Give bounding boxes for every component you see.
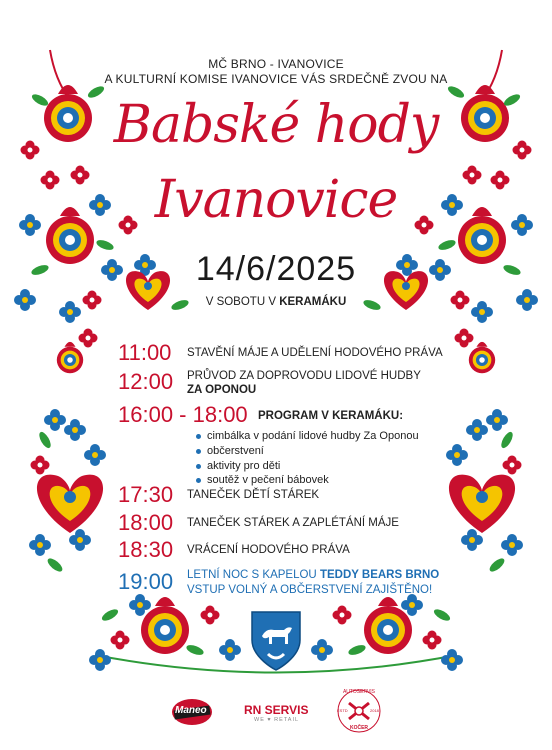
autoservis-est-label: ESTD — [337, 708, 348, 713]
maneo-label: Maneo — [175, 705, 207, 716]
schedule-time: 17:30 — [118, 482, 174, 507]
event-title-line-1: Babské hody — [113, 95, 439, 155]
bullet-icon — [196, 464, 201, 469]
schedule-time: 16:00 - 18:00 — [118, 402, 248, 427]
list-item-text: aktivity pro děti — [207, 460, 281, 472]
rn-servis-label: RN SERVIS — [244, 703, 309, 717]
subtitle-place: KERAMÁKU — [279, 296, 347, 308]
list-item — [196, 460, 280, 472]
bullet-icon — [196, 449, 201, 454]
organizer-line-2: A KULTURNÍ KOMISE IVANOVICE VÁS SRDEČNĚ ZVOU NA — [104, 72, 448, 86]
schedule-text: STAVĚNÍ MÁJE A UDĚLENÍ HODOVÉHO PRÁVA — [187, 347, 443, 359]
autoservis-bottom-label: KOČER — [349, 725, 369, 731]
schedule-text: PRŮVOD ZA DOPROVODU LIDOVÉ HUDBY — [187, 370, 421, 382]
autoservis-top-label: AUTOSERVIS — [342, 689, 376, 695]
list-item — [196, 445, 264, 457]
schedule-text: TANEČEK DĚTÍ STÁREK — [187, 489, 320, 501]
schedule-time: 12:00 — [118, 369, 174, 394]
sponsor-logo-rn-servis — [244, 703, 308, 723]
list-item-text: soutěž v pečení bábovek — [207, 474, 329, 486]
schedule-text-2: ZA OPONOU — [187, 384, 257, 396]
list-item-text: cimbálka v podání lidové hudby Za Oponou — [207, 430, 419, 442]
schedule-text: PROGRAM V KERAMÁKU: — [258, 410, 404, 422]
bullet-icon — [196, 478, 201, 483]
organizer-line-1: MČ BRNO - IVANOVICE — [208, 57, 344, 71]
schedule-text: TANEČEK STÁREK A ZAPLÉTÁNÍ MÁJE — [187, 517, 399, 529]
sponsor-logo-maneo — [170, 697, 214, 727]
schedule-text-prefix: LETNÍ NOC S KAPELOU — [187, 569, 320, 581]
event-date: 14/6/2025 — [195, 250, 357, 288]
schedule-time: 18:00 — [118, 510, 174, 535]
schedule-time: 19:00 — [118, 569, 174, 594]
coat-of-arms-icon — [250, 610, 302, 672]
sponsor-logo-autoservis — [336, 688, 382, 734]
event-subtitle — [0, 296, 552, 308]
list-item — [196, 474, 329, 486]
rn-servis-tagline: WE ♥ RETAIL — [254, 717, 300, 723]
band-name: TEDDY BEARS BRNO — [319, 569, 440, 581]
bullet-icon — [196, 434, 201, 439]
schedule-text-2: VSTUP VOLNÝ A OBČERSTVENÍ ZAJIŠTĚNO! — [187, 584, 433, 596]
event-title-line-2: Ivanovice — [154, 170, 398, 230]
subtitle-prefix: V SOBOTU V — [205, 296, 280, 308]
schedule-time: 18:30 — [118, 537, 174, 562]
schedule-text: VRÁCENÍ HODOVÉHO PRÁVA — [187, 544, 350, 556]
list-item — [196, 430, 419, 442]
schedule-text — [187, 568, 439, 582]
list-item-text: občerstvení — [207, 445, 264, 457]
schedule-time: 11:00 — [118, 340, 172, 365]
autoservis-year-label: 2018 — [370, 708, 379, 713]
